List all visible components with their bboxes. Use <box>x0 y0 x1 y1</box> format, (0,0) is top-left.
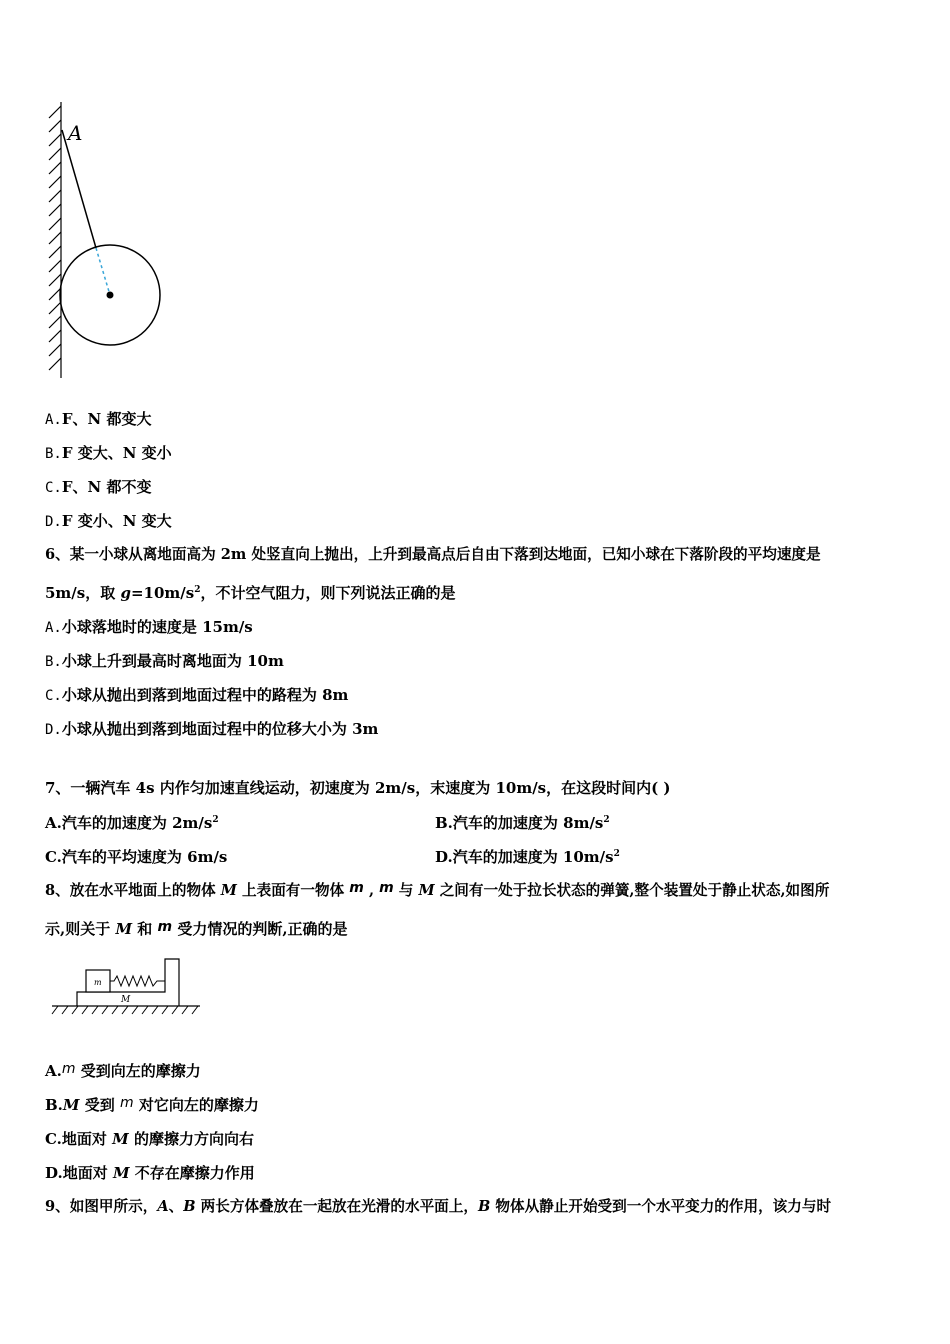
text: 示,则关于 <box>45 920 116 938</box>
q6-option-d <box>45 719 378 740</box>
option-letter: A. <box>45 620 62 636</box>
option-letter: C. <box>45 688 62 704</box>
q7-option-b <box>435 813 610 833</box>
option-text: 不存在摩擦力作用 <box>129 1164 255 1182</box>
text: 8、放在水平地面上的物体 <box>45 882 221 899</box>
option-letter: D. <box>435 848 453 866</box>
q8-option-d <box>45 1163 255 1183</box>
q6-stem-line2 <box>45 583 456 603</box>
q5-option-d <box>45 511 172 532</box>
B-symbol: B <box>477 1198 491 1215</box>
wall-ball-figure <box>40 98 180 383</box>
q5-option-c <box>45 477 151 498</box>
spring-block-figure <box>48 955 208 1020</box>
superscript: 2 <box>194 585 201 595</box>
option-text: 汽车的加速度为 8m/s <box>452 814 604 832</box>
B-symbol: B <box>183 1198 196 1215</box>
block-M-label: M <box>121 995 131 1005</box>
M-symbol: M <box>112 1164 130 1182</box>
text: 之间有一处于拉长状态的弹簧,整个装置处于静止状态,如图所 <box>434 882 830 899</box>
q8-stem-line2 <box>45 919 348 940</box>
q7-option-a <box>45 813 219 833</box>
option-letter: B. <box>435 814 453 832</box>
spring <box>110 976 165 986</box>
superscript: 2 <box>212 815 219 825</box>
option-text: F、N 都不变 <box>61 478 152 496</box>
option-text: 地面对 <box>61 1130 113 1148</box>
option-text: 受到向左的摩擦力 <box>75 1062 201 1080</box>
A-symbol: A <box>157 1198 169 1215</box>
superscript: 2 <box>613 849 620 859</box>
wall-hatching <box>49 102 61 378</box>
option-letter: D. <box>45 722 62 738</box>
g-symbol: g <box>120 584 131 602</box>
m-symbol: m <box>119 1095 134 1111</box>
q8-stem-line1 <box>45 881 829 901</box>
option-text: F、N 都变大 <box>61 410 152 428</box>
m-symbol: m <box>349 880 364 896</box>
text: 9、如图甲所示， <box>45 1198 158 1215</box>
option-letter: C. <box>45 1130 62 1148</box>
option-text: 小球上升到最高时离地面为 10m <box>61 652 284 670</box>
text: 物体从静止开始受到一个水平变力的作用，该力与时 <box>490 1198 832 1215</box>
option-text: 地面对 <box>62 1164 113 1182</box>
option-letter: A. <box>45 814 62 832</box>
block-m-label: m <box>94 978 102 987</box>
option-text: 小球从抛出到落到地面过程中的位移大小为 3m <box>61 720 379 738</box>
option-letter: C. <box>45 848 62 866</box>
option-text: F 变大、N 变小 <box>61 444 172 462</box>
q6-option-a <box>45 617 253 638</box>
M-symbol: M <box>115 920 133 938</box>
superscript: 2 <box>603 815 610 825</box>
q6-option-b <box>45 651 284 672</box>
option-letter: D. <box>45 1164 63 1182</box>
q7-stem: 7、一辆汽车 4s 内作匀加速直线运动，初速度为 2m/s，末速度为 10m/s，在这段时间内( ) <box>45 779 671 797</box>
option-text: 汽车的平均速度为 6m/s <box>61 848 228 866</box>
option-letter: B. <box>45 654 62 670</box>
M-symbol: M <box>62 1096 80 1114</box>
rope-extension-dashed <box>96 248 110 295</box>
q7-option-d <box>435 847 620 867</box>
option-letter: A. <box>45 412 62 428</box>
text: 和 <box>132 920 158 938</box>
option-letter: B. <box>45 446 62 462</box>
q8-option-a <box>45 1061 201 1082</box>
option-text: 小球从抛出到落到地面过程中的路程为 8m <box>61 686 349 704</box>
ground-hatching <box>52 1006 198 1014</box>
option-letter: A. <box>45 1062 62 1080</box>
option-text: 小球落地时的速度是 15m/s <box>61 618 253 636</box>
option-text: 汽车的加速度为 2m/s <box>61 814 213 832</box>
point-a-label: A <box>68 121 83 145</box>
q8-option-b <box>45 1095 259 1116</box>
M-symbol: M <box>418 882 435 899</box>
option-text: 受到 <box>79 1096 120 1114</box>
text: 上表面有一物体 <box>236 882 350 899</box>
m-symbol: m <box>157 919 173 935</box>
q7-option-c <box>45 847 227 867</box>
text: 5m/s，取 <box>45 584 121 602</box>
text: =10m/s <box>130 584 195 602</box>
text: 两长方体叠放在一起放在光滑的水平面上， <box>195 1198 478 1215</box>
M-symbol: M <box>220 882 237 899</box>
q9-stem <box>45 1197 831 1217</box>
option-text: F 变小、N 变大 <box>61 512 172 530</box>
m-symbol: m <box>61 1061 76 1077</box>
m-symbol: m <box>379 880 394 896</box>
text: 与 <box>393 882 419 899</box>
q6-option-c <box>45 685 348 706</box>
text: 受力情况的判断,正确的是 <box>172 920 348 938</box>
text: 、 <box>168 1198 184 1215</box>
text: , <box>363 882 380 899</box>
q5-option-a <box>45 409 151 430</box>
q8-option-c <box>45 1129 254 1149</box>
option-letter: D. <box>45 514 62 530</box>
option-letter: C. <box>45 480 62 496</box>
text: ，不计空气阻力，则下列说法正确的是 <box>200 584 456 602</box>
q5-option-b <box>45 443 172 464</box>
option-text: 对它向左的摩擦力 <box>133 1096 259 1114</box>
option-text: 汽车的加速度为 10m/s <box>452 848 614 866</box>
q6-stem-line1: 6、某一小球从离地面高为 2m 处竖直向上抛出，上升到最高点后自由下落到达地面，已知小球在下落阶段的平均速度是 <box>45 546 821 563</box>
rope <box>62 130 96 248</box>
option-text: 的摩擦力方向向右 <box>128 1130 254 1148</box>
ball-center <box>107 292 114 299</box>
M-symbol: M <box>112 1130 129 1148</box>
option-letter: B. <box>45 1096 63 1114</box>
